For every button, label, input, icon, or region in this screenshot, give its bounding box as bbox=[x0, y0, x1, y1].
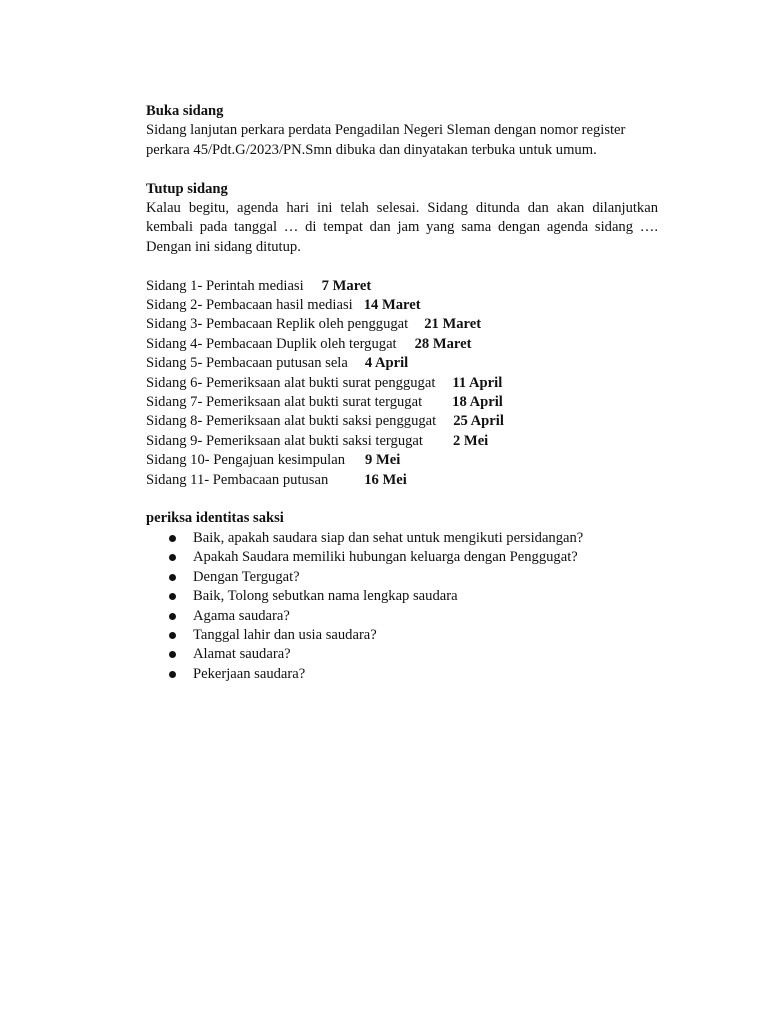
question-text: Alamat saudara? bbox=[193, 646, 291, 663]
schedule-item bbox=[146, 412, 658, 431]
list-item bbox=[146, 548, 658, 567]
schedule-item-label: Sidang 3- Pembacaan Replik oleh penggugat bbox=[146, 316, 409, 333]
witness-identity-section bbox=[146, 509, 658, 684]
question-text: Tanggal lahir dan usia saudara? bbox=[193, 626, 377, 643]
schedule-item-label: Sidang 1- Perintah mediasi bbox=[146, 277, 304, 294]
list-item bbox=[146, 626, 658, 645]
list-item bbox=[146, 645, 658, 664]
witness-identity-heading: periksa identitas saksi bbox=[146, 510, 284, 527]
schedule-item-date: 11 April bbox=[452, 374, 503, 391]
session-schedule-list bbox=[146, 277, 658, 490]
schedule-item-label: Sidang 7- Pemeriksaan alat bukti surat tergugat bbox=[146, 394, 423, 411]
schedule-item bbox=[146, 451, 658, 470]
schedule-item-label: Sidang 6- Pemeriksaan alat bukti surat penggugat bbox=[146, 374, 436, 391]
schedule-item-date: 25 April bbox=[453, 413, 504, 430]
schedule-item bbox=[146, 315, 658, 334]
schedule-item-date: 16 Mei bbox=[364, 471, 407, 488]
question-text: Apakah Saudara memiliki hubungan keluarga dengan Penggugat? bbox=[193, 549, 578, 566]
bullet-icon bbox=[169, 535, 176, 542]
schedule-item-label: Sidang 10- Pengajuan kesimpulan bbox=[146, 452, 346, 469]
schedule-item-date: 14 Maret bbox=[363, 297, 421, 314]
bullet-icon bbox=[169, 651, 176, 658]
witness-question-list bbox=[146, 529, 658, 684]
document-page bbox=[146, 102, 658, 684]
schedule-item bbox=[146, 335, 658, 354]
list-item bbox=[146, 587, 658, 606]
open-session-heading: Buka sidang bbox=[146, 103, 224, 119]
schedule-item bbox=[146, 374, 658, 393]
bullet-icon bbox=[169, 632, 176, 639]
schedule-item-label: Sidang 2- Pembacaan hasil mediasi bbox=[146, 297, 353, 314]
bullet-icon bbox=[169, 671, 176, 678]
question-text: Dengan Tergugat? bbox=[193, 568, 300, 585]
list-item bbox=[146, 665, 658, 684]
schedule-item-label: Sidang 9- Pemeriksaan alat bukti saksi tergugat bbox=[146, 432, 423, 449]
schedule-item bbox=[146, 393, 658, 412]
schedule-item-date: 4 April bbox=[364, 355, 409, 372]
schedule-item bbox=[146, 296, 658, 315]
open-session-text-line-1: Sidang lanjutan perkara perdata Pengadilan Negeri Sleman dengan nomor register bbox=[146, 122, 626, 139]
schedule-item-date: 18 April bbox=[452, 394, 503, 411]
close-session-section bbox=[146, 180, 658, 258]
bullet-icon bbox=[169, 574, 176, 581]
schedule-item-date: 28 Maret bbox=[414, 335, 472, 352]
bullet-icon bbox=[169, 593, 176, 600]
schedule-item bbox=[146, 277, 658, 296]
schedule-item-label: Sidang 11- Pembacaan putusan bbox=[146, 471, 329, 488]
schedule-item-date: 7 Maret bbox=[321, 277, 372, 294]
list-item bbox=[146, 607, 658, 626]
question-text: Baik, Tolong sebutkan nama lengkap saudara bbox=[193, 588, 458, 605]
schedule-item bbox=[146, 471, 658, 490]
close-session-text-line-3: Dengan ini sidang ditutup. bbox=[146, 238, 301, 255]
list-item bbox=[146, 529, 658, 548]
open-session-section bbox=[146, 102, 658, 160]
schedule-item bbox=[146, 354, 658, 373]
schedule-item-date: 2 Mei bbox=[452, 432, 489, 449]
close-session-heading: Tutup sidang bbox=[146, 180, 228, 197]
question-text: Pekerjaan saudara? bbox=[193, 665, 306, 682]
bullet-icon bbox=[169, 554, 176, 561]
schedule-item bbox=[146, 432, 658, 451]
schedule-item-label: Sidang 4- Pembacaan Duplik oleh tergugat bbox=[146, 335, 397, 352]
schedule-item-label: Sidang 5- Pembacaan putusan sela bbox=[146, 355, 348, 372]
close-session-text-line-1: Kalau begitu, agenda hari ini telah selesai. Sidang ditunda dan akan dilanjutkan bbox=[146, 200, 658, 217]
close-session-text-line-2: kembali pada tanggal … di tempat dan jam yang sama dengan agenda sidang …. bbox=[146, 219, 658, 236]
schedule-item-date: 21 Maret bbox=[424, 316, 482, 333]
open-session-text-line-2: perkara 45/Pdt.G/2023/PN.Smn dibuka dan dinyatakan terbuka untuk umum. bbox=[146, 141, 597, 158]
schedule-item-date: 9 Mei bbox=[365, 452, 401, 469]
question-text: Baik, apakah saudara siap dan sehat untuk mengikuti persidangan? bbox=[193, 529, 584, 546]
schedule-item-label: Sidang 8- Pemeriksaan alat bukti saksi penggugat bbox=[146, 413, 437, 430]
bullet-icon bbox=[169, 613, 176, 620]
list-item bbox=[146, 568, 658, 587]
question-text: Agama saudara? bbox=[193, 607, 290, 624]
